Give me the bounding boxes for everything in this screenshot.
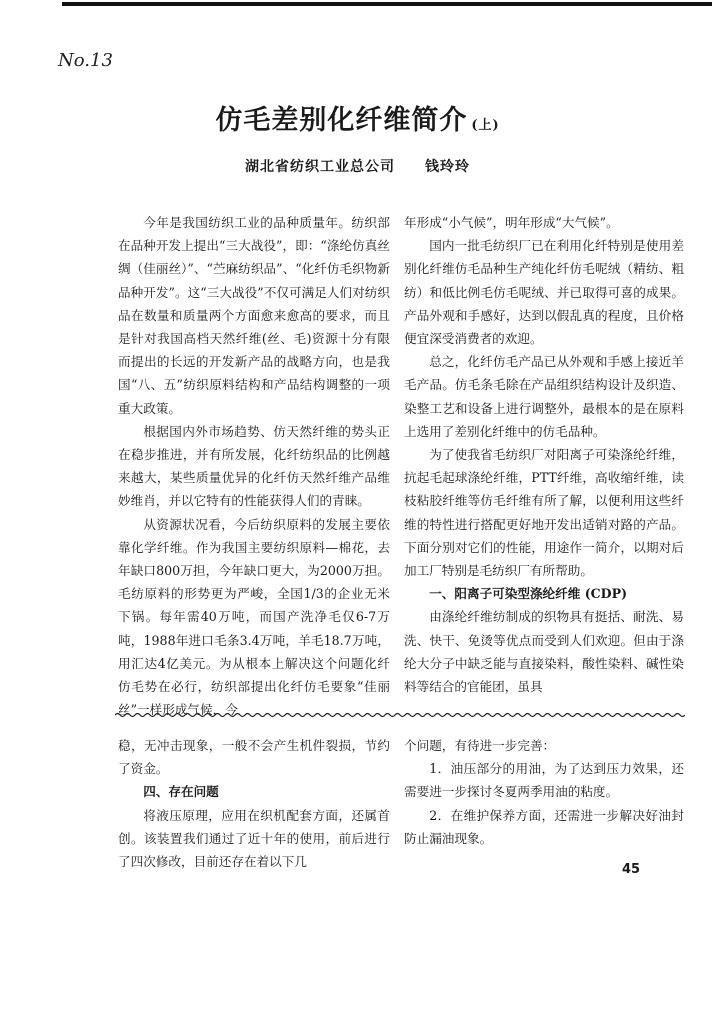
organization: 湖北省纺织工业总公司 [245, 159, 395, 175]
left-column-top [118, 211, 390, 721]
paragraph: 年形成“小气候”，明年形成“大气候”。 [404, 215, 619, 230]
article-title-text: 仿毛差别化纤维简介 [215, 105, 468, 136]
section-heading: 一、阳离子可染型涤纶纤维 (CDP) [429, 586, 628, 602]
paragraph: 国内一批毛纺织厂已在利用化纤特别是使用差别化纤维仿毛品种生产纯化纤仿毛呢绒（精纺、粗纺）和低比例毛仿毛呢绒、并已取得可喜的成果。产品外观和手感好，达到以假乱真的程度，且价格便宜深受消费者的欢迎。 [404, 238, 684, 347]
paragraph: 将液压原理，应用在织机配套方面，还属首创。该装置我们通过了近十年的使用，前后进行了四次修改，目前还存在着以下几 [118, 807, 390, 870]
article-title [0, 98, 715, 137]
paragraph: 今年是我国纺织工业的品种质量年。纺织部在品种开发上提出“三大战役”，即：“涤纶仿真丝绸（佳丽丝）”、“苎麻纺织品”、“化纤仿毛织物新品种开发”。这“三大战役”不仅可满足人们对纺织品在数量和质量两个方面愈来愈高的要求，而且是针对我国高档天然纤维(丝、毛)资源十分有限而提出的长远的开发新产品的战略方向，也是我国“八、五”纺织原料结构和产品结构调整的一项重大政策。 [118, 215, 390, 416]
paragraph: 2．在维护保养方面，还需进一步解决好油封防止漏油现象。 [404, 807, 684, 846]
paragraph: 根据国内外市场趋势、仿天然纤维的势头正在稳步推进，并有所发展，化纤纺织品的比例越来越大，某些质量优异的化纤仿天然纤维产品维妙维肖，并以它特有的性能获得人们的青睐。 [118, 423, 390, 509]
handwritten-note: No.13 [58, 50, 113, 71]
section-divider [115, 712, 685, 718]
paragraph: 个问题，有待进一步完善： [404, 738, 556, 753]
right-column-bottom [404, 734, 684, 850]
paragraph: 1．油压部分的用油，为了达到压力效果，还需要进一步探讨冬夏两季用油的粘度。 [404, 761, 684, 800]
article-title-part: (上) [471, 118, 500, 133]
paragraph: 由涤纶纤维纺制成的织物具有挺括、耐洗、易洗、快干、免烫等优点而受到人们欢迎。但由于涤纶大分子中缺乏能与直接染料，酸性染料、碱性染料等结合的官能团，虽具 [404, 609, 684, 695]
paragraph: 为了使我省毛纺织厂对阳离子可染涤纶纤维，抗起毛起球涤纶纤维，PTT纤维，高收缩纤维，读枝粘胶纤维等仿毛纤维有所了解，以便利用这些纤维的特性进行搭配更好地开发出适销对路的产品。下面分别对它们的性能，用途作一简介，以期对后加工厂特别是毛纺织厂有所帮助。 [404, 447, 684, 579]
page-number: 45 [622, 862, 641, 877]
paragraph: 总之，化纤仿毛产品已从外观和手感上接近羊毛产品。仿毛条毛除在产品组织结构设计及织造、染整工艺和设备上进行调整外，最根本的是在原料上选用了差别化纤维中的仿毛品种。 [404, 354, 684, 439]
author: 钱玲玲 [425, 159, 470, 175]
paragraph: 从资源状况看，今后纺织原料的发展主要依靠化学纤维。作为我国主要纺织原料—棉花，去年缺口800万担，今年缺口更大，为2000万担。毛纺原料的形势更为严峻，全国1/3的企业无米下锅。每年需40万吨，而国产洗净毛仅6-7万吨，1988年进口毛条3.4万吨，羊毛18.7万吨，用汇达4亿美元。为从根本上解决这个问题化纤仿毛势在必行，纺织部提出化纤仿毛要象“佳丽丝”一样形成气候，今 [118, 516, 390, 718]
top-rule [62, 2, 712, 6]
byline [0, 156, 715, 176]
left-column-bottom [118, 734, 390, 873]
section-heading: 四、存在问题 [143, 784, 219, 800]
paragraph: 稳，无冲击现象，一般不会产生机件裂损，节约了资金。 [118, 738, 390, 777]
right-column-top [404, 211, 684, 698]
